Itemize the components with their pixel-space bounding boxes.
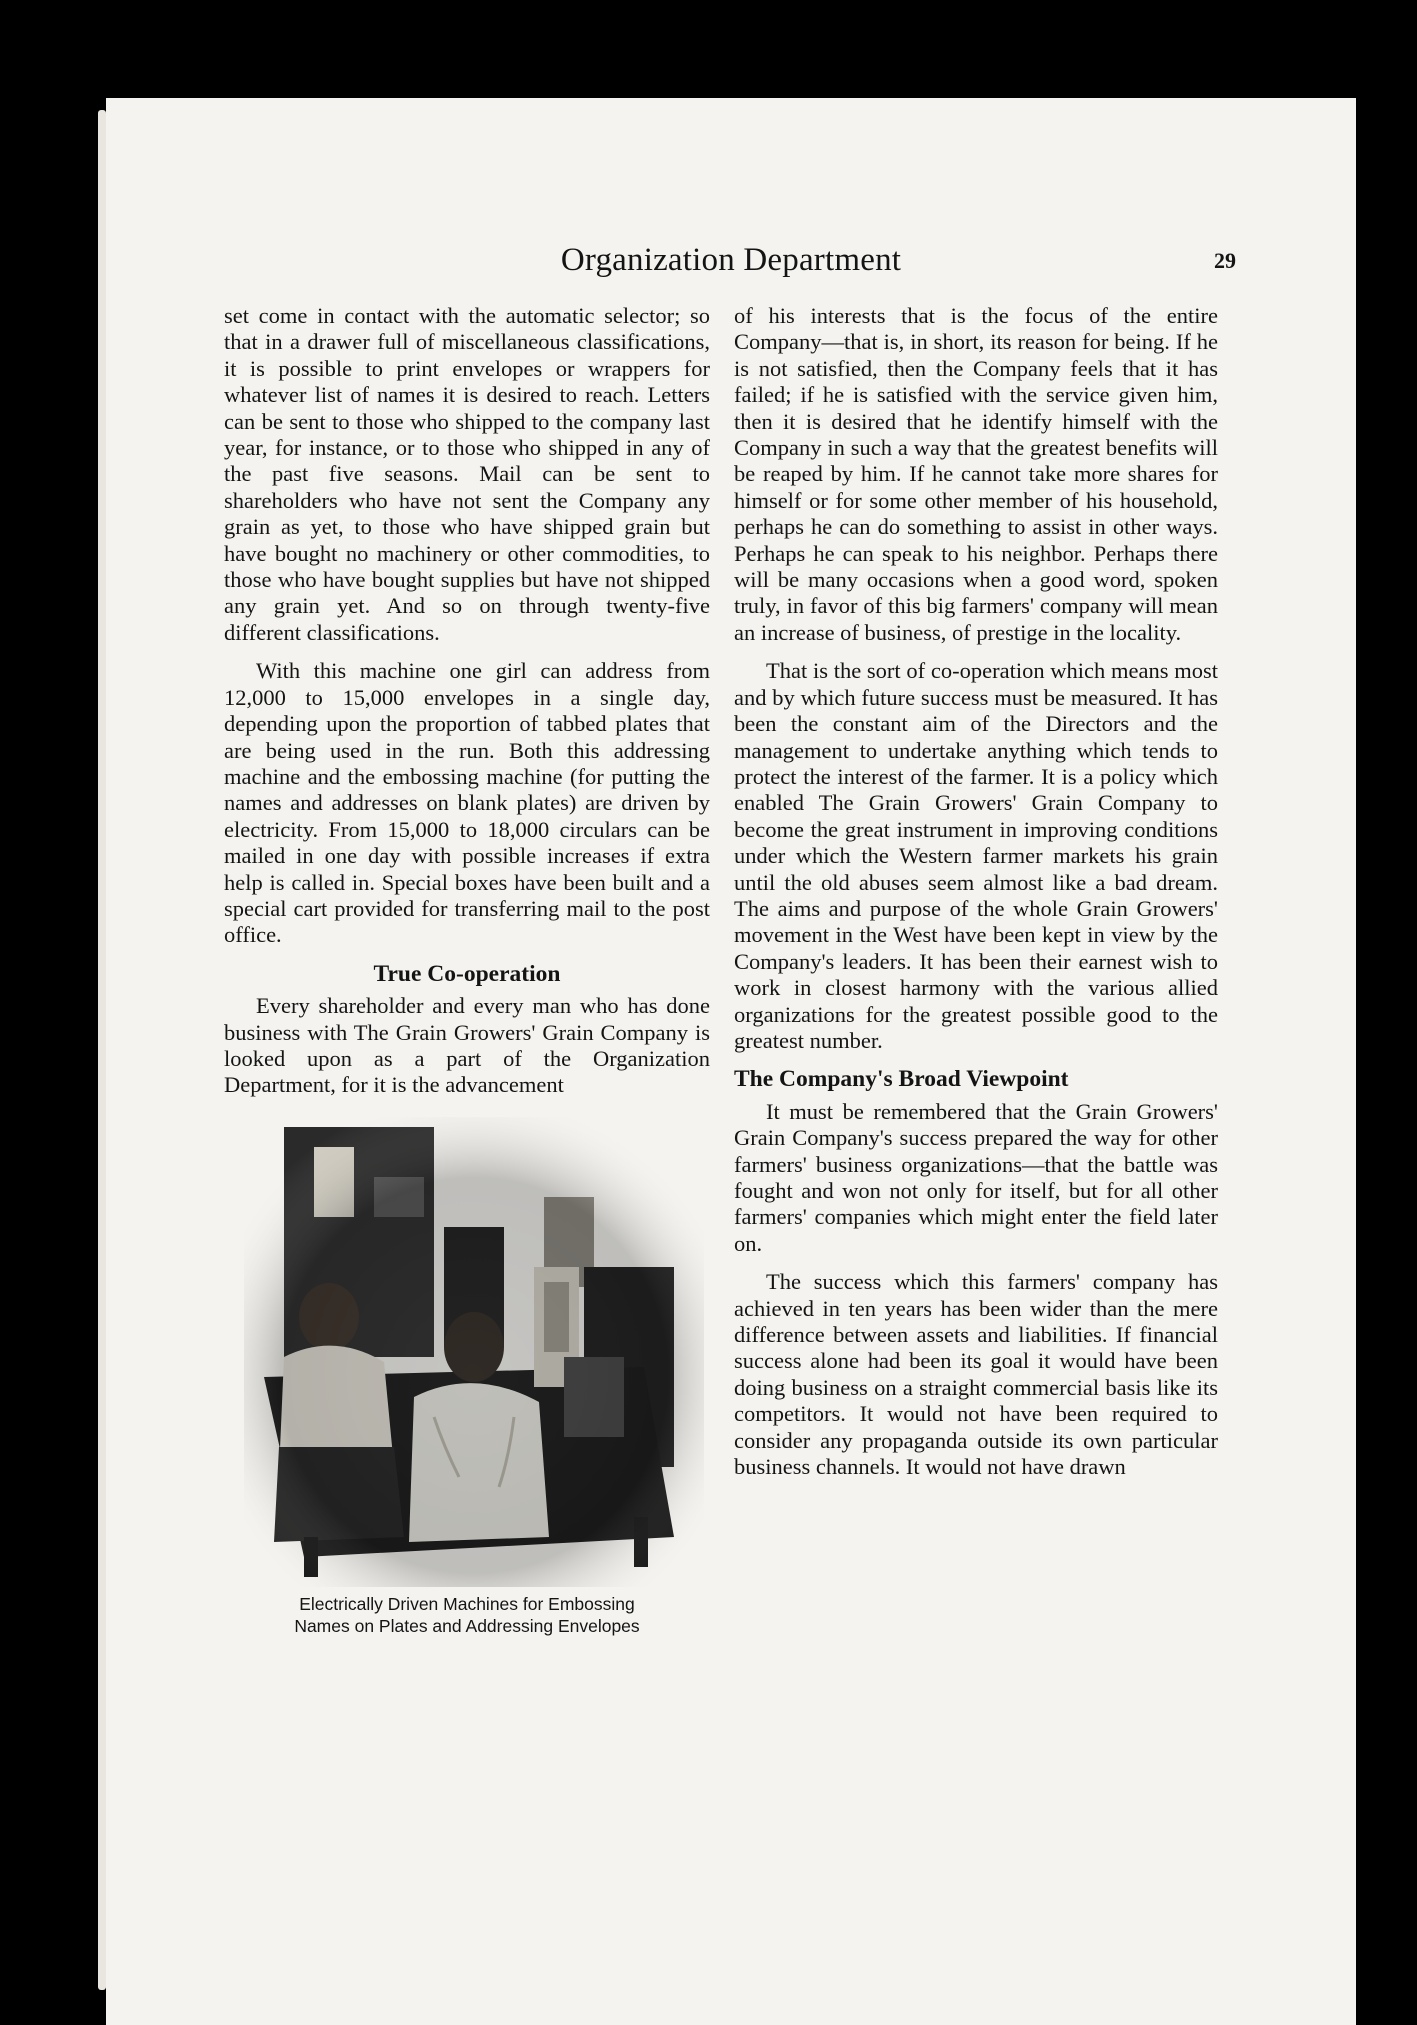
document-page [106,98,1356,2025]
right-paragraph-4: The success which this farmers' company has achieved in ten years has been wider than the mere difference between assets and liabilities. If financial success alone had been its goal it would have been doing business on a straight commercial basis like its competitors. It would not have been required to consider any propaganda outside its own particular business channels. It would not have drawn [734,1269,1218,1480]
left-paragraph-2: With this machine one girl can address from 12,000 to 15,000 envelopes in a single day, depending upon the proportion of tabbed plates that are being used in the run. Both this addressing machine and the embossing machine (for putting the names and addresses on blank plates) are driven by electricity. From 15,000 to 18,000 circulars can be mailed in one day with possible increases if extra help is called in. Special boxes have been built and a special cart provided for transferring mail to the post office. [224,658,710,948]
left-column [224,303,710,1637]
photo-illustration [244,1117,704,1587]
book-spine-edge [98,110,106,1990]
left-paragraph-1: set come in contact with the automatic selector; so that in a drawer full of miscellaneous classifications, it is possible to print envelopes or wrappers for whatever list of names it is desired to reach. Letters can be sent to those who shipped to the company last year, for instance, or to those who shipped in any of the past five seasons. Mail can be sent to shareholders who have not sent the Company any grain as yet, to those who have shipped grain but have bought no machinery or other commodities, to those who have bought supplies but have not shipped any grain yet. And so on through twenty-five different classifications. [224,303,710,645]
right-paragraph-1: of his interests that is the focus of the entire Company—that is, in short, its reason for being. If he is not satisfied, then the Company feels that it has failed; if he is satisfied with the service given him, then it is desired that he identify himself with the Company in such a way that the greatest benefits will be reaped by him. If he cannot take more shares for himself or for some other member of his household, perhaps he can do something to assist in other ways. Perhaps he can speak to his neighbor. Perhaps there will be many occasions when a good word, spoken truly, in favor of this big farmers' company will mean an increase of business, of prestige in the locality. [734,303,1218,645]
page-number: 29 [1214,248,1236,273]
photo-addressing-machines [244,1117,704,1587]
caption-line-2: Names on Plates and Addressing Envelopes [294,1615,640,1636]
caption-line-1: Electrically Driven Machines for Embossing [299,1593,635,1614]
section-heading-true-cooperation: True Co-operation [373,960,561,987]
right-paragraph-3: It must be remembered that the Grain Growers' Grain Company's success prepared the way for other farmers' business organizations—that the battle was fought and won not only for itself, but for all other farmers' companies which might enter the field later on. [734,1098,1218,1256]
photo-caption [224,1593,710,1637]
right-column [734,303,1218,1492]
page-header-title: Organization Department [560,242,902,278]
section-heading-broad-viewpoint: The Company's Broad Viewpoint [734,1066,1069,1093]
left-paragraph-3: Every shareholder and every man who has done business with The Grain Growers' Grain Company is looked upon as a part of the Organization Department, for it is the advancement [224,993,710,1098]
right-paragraph-2: That is the sort of co-operation which means most and by which future success must be measured. It has been the constant aim of the Directors and the management to undertake anything which tends to protect the interest of the farmer. It is a policy which enabled The Grain Growers' Grain Company to become the great instrument in improving conditions under which the Western farmer markets his grain until the old abuses seem almost like a bad dream. The aims and purpose of the whole Grain Growers' movement in the West have been kept in view by the Company's leaders. It has been their earnest wish to work in closest harmony with the various allied organizations for the greatest possible good to the greatest number. [734,658,1218,1053]
